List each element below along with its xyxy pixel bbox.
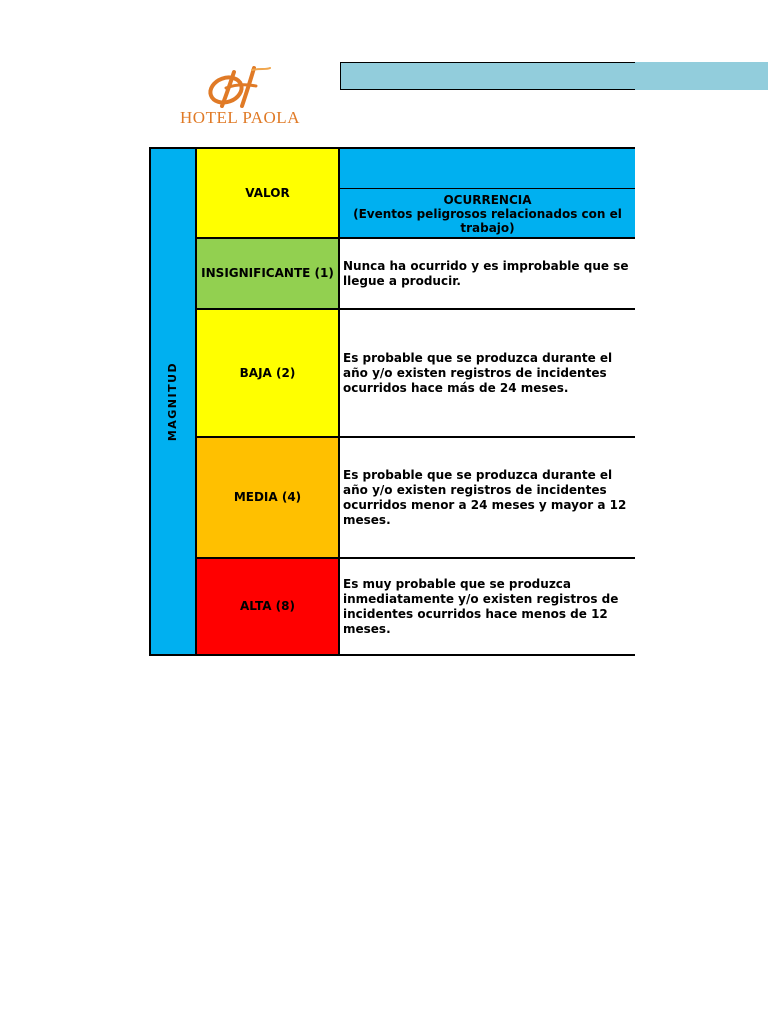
valor-header: VALOR	[245, 185, 290, 200]
value-label: MEDIA (4)	[233, 490, 302, 504]
description-text: Nunca ha ocurrido y es improbable que se llegue a producir.	[343, 258, 629, 288]
ocurrencia-header-top	[340, 147, 635, 188]
magnitud-column	[149, 147, 197, 656]
ocurrencia-header	[340, 188, 635, 237]
header-bar-extension	[635, 62, 768, 90]
hotel-logo	[170, 66, 310, 128]
description-text: Es probable que se produzca durante el año y/o existen registros de incidentes ocurridos menor a 24 meses y mayor a 12 meses.	[343, 467, 627, 527]
value-label: INSIGNIFICANTE (1)	[201, 266, 334, 280]
description-text: Es muy probable que se produzca inmediatamente y/o existen registros de incidentes ocurridos hace menos de 12 meses.	[343, 576, 619, 636]
value-cell-insignificante	[197, 237, 340, 308]
description-cell	[340, 308, 635, 436]
description-cell	[340, 436, 635, 557]
value-label: ALTA (8)	[240, 599, 295, 613]
description-text: Es probable que se produzca durante el año y/o existen registros de incidentes ocurridos hace más de 24 meses.	[343, 350, 613, 395]
header-bar	[340, 62, 635, 90]
table-bottom-border	[197, 654, 635, 656]
value-label: BAJA (2)	[239, 365, 296, 380]
value-cell-baja	[197, 308, 340, 436]
hotel-logo-icon	[204, 66, 276, 108]
description-cell	[340, 237, 635, 308]
description-cell	[340, 557, 635, 654]
hotel-logo-text: HOTEL PAOLA	[180, 108, 300, 127]
magnitud-label: MAGNITUD	[166, 361, 180, 442]
value-cell-media	[197, 436, 340, 557]
value-cell-alta	[197, 557, 340, 654]
valor-header-cell	[197, 147, 340, 237]
ocurrencia-title: OCURRENCIA	[443, 193, 532, 207]
ocurrencia-subtitle: (Eventos peligrosos relacionados con el trabajo)	[353, 207, 622, 235]
